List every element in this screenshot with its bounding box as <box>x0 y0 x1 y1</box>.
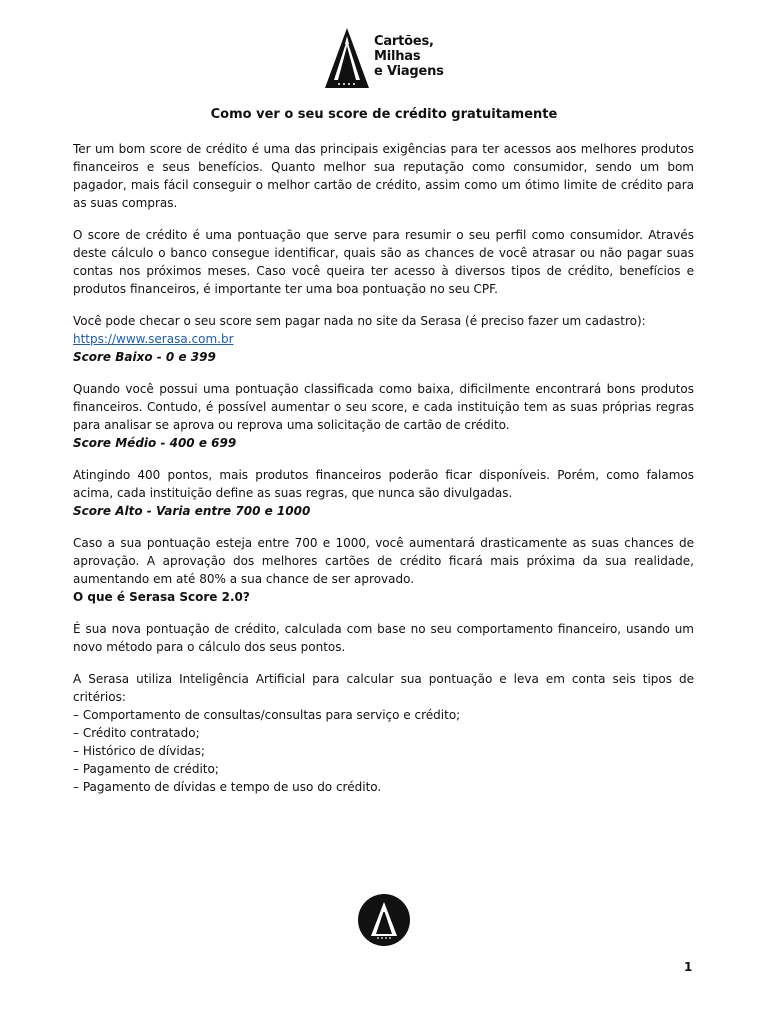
list-item: – Histórico de dívidas; <box>73 744 205 758</box>
list-item: – Pagamento de dívidas e tempo de uso do crédito. <box>73 780 382 794</box>
paragraph-intro: Ter um bom score de crédito é uma das principais exigências para ter acessos aos melhores produtos financeiros e seus benefícios. Quanto melhor sua reputação como consumidor, sendo um bom pagador, mais fácil conseguir o melhor cartão de crédito, assim como um ótimo limite de crédito para as suas compras. <box>73 142 694 210</box>
document-body <box>73 140 694 796</box>
paragraph-score-low: Quando você possui uma pontuação classificada como baixa, dificilmente encontrará bons produtos financeiros. Contudo, é possível aumentar o seu score, e cada instituição tem as suas próprias regras para analisar se aprova ou reprova uma solicitação de cartão de crédito. <box>73 382 694 432</box>
footer-logo <box>358 894 410 946</box>
mountain-star-icon <box>358 894 410 946</box>
mountain-star-icon <box>322 26 372 90</box>
document-title: Como ver o seu score de crédito gratuitamente <box>210 107 558 122</box>
paragraph-serasa-score: É sua nova pontuação de crédito, calculada com base no seu comportamento financeiro, usando um novo método para o cálculo dos seus pontos. <box>73 622 694 654</box>
criteria-list <box>73 706 694 796</box>
paragraph-score-high: Caso a sua pontuação esteja entre 700 e 1000, você aumentará drasticamente as suas chances de aprovação. A aprovação dos melhores cartões de crédito ficará mais próxima da sua realidade, aumentando em até 80% a sua chance de ser aprovado. <box>73 536 694 586</box>
paragraph-score-mid: Atingindo 400 pontos, mais produtos financeiros poderão ficar disponíveis. Porém, como falamos acima, cada instituição define as suas regras, que nunca são divulgadas. <box>73 468 694 500</box>
heading-score-high: Score Alto - Varia entre 700 e 1000 <box>73 504 311 518</box>
paragraph-score-definition: O score de crédito é uma pontuação que serve para resumir o seu perfil como consumidor. Através deste cálculo o banco consegue identificar, quais são as chances de você atrasar ou não pagar suas contas nos próximos meses. Caso você queira ter acesso à diversos tipos de crédito, benefícios e produtos financeiros, é importante ter uma boa pontuação no seu CPF. <box>73 228 694 296</box>
brand-header <box>322 26 452 90</box>
paragraph-criteria-intro: A Serasa utiliza Inteligência Artificial para calcular sua pontuação e leva em conta seis tipos de critérios: <box>73 672 694 704</box>
paragraph-check-score: Você pode checar o seu score sem pagar nada no site da Serasa (é preciso fazer um cadastro): https://www.serasa.com.br <box>73 314 646 346</box>
heading-score-mid: Score Médio - 400 e 699 <box>73 436 237 450</box>
list-item: – Crédito contratado; <box>73 726 200 740</box>
serasa-link[interactable]: https://www.serasa.com.br <box>73 332 234 346</box>
brand-name: Cartões, Milhas e Viagens <box>374 34 444 79</box>
list-item: – Comportamento de consultas/consultas para serviço e crédito; <box>73 708 461 722</box>
heading-score-low: Score Baixo - 0 e 399 <box>73 350 216 364</box>
heading-serasa-score: O que é Serasa Score 2.0? <box>73 590 250 604</box>
page-number: 1 <box>684 960 693 974</box>
list-item: – Pagamento de crédito; <box>73 762 219 776</box>
